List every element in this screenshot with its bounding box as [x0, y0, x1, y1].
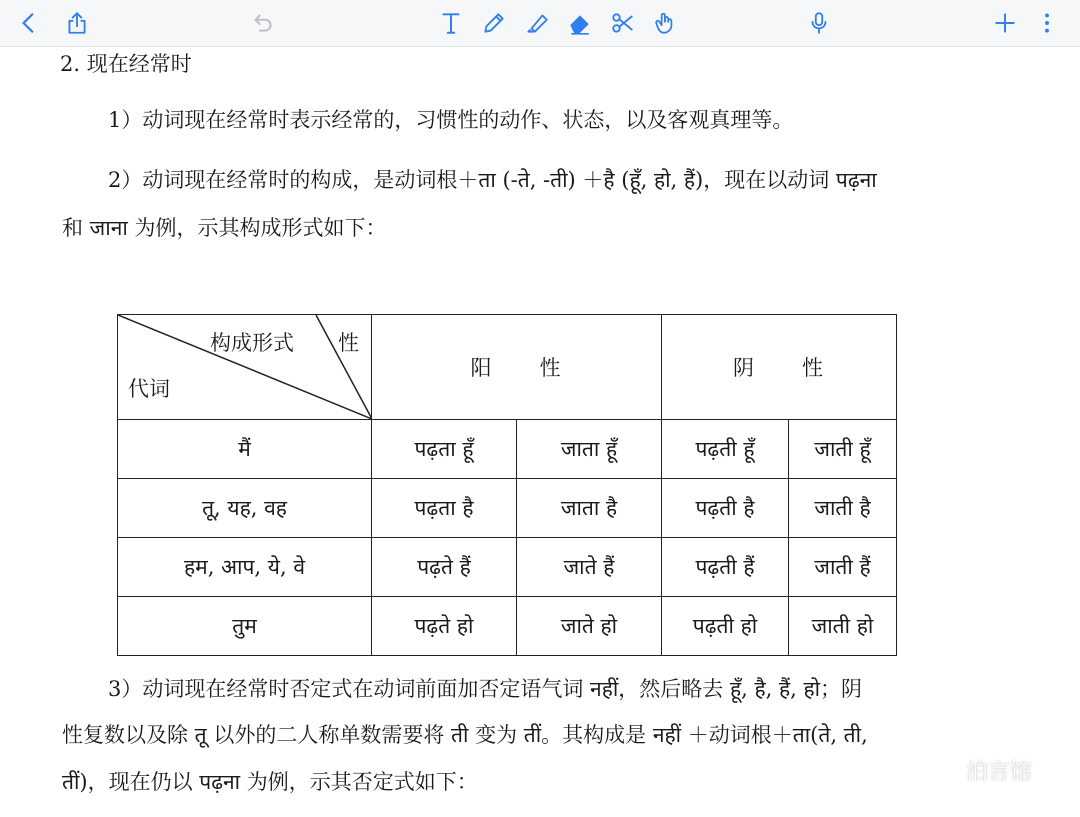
table-cell: पढ़ते हैं — [372, 538, 517, 597]
table-cell: जाते हैं — [517, 538, 662, 597]
share-icon[interactable] — [60, 6, 94, 40]
annotation-toolbar — [0, 0, 1080, 47]
pronoun-cell: मैं — [118, 420, 372, 479]
pronoun-cell: तुम — [118, 597, 372, 656]
table-cell: पढ़ता है — [372, 479, 517, 538]
header-gender-label: 性 — [338, 331, 359, 355]
header-form-label: 构成形式 — [210, 331, 294, 355]
table-cell: पढ़ती हूँ — [662, 420, 789, 479]
more-icon[interactable] — [1030, 6, 1064, 40]
table-header-row — [118, 315, 897, 420]
table-cell: जाती हो — [789, 597, 897, 656]
table-cell: पढ़ती है — [662, 479, 789, 538]
section-title: 2. 现在经常时 — [60, 52, 192, 76]
paragraph-1: 1）动词现在经常时表示经常的，习惯性的动作、状态，以及客观真理等。 — [108, 108, 794, 132]
conjugation-table — [117, 314, 897, 656]
scissors-tool-icon[interactable] — [606, 6, 640, 40]
table-row — [118, 538, 897, 597]
wechat-icon — [918, 755, 958, 785]
header-pronoun-label: 代词 — [128, 377, 170, 401]
paragraph-3-line-3: तीं)，现在仍以 पढ़ना 为例，示其否定式如下： — [62, 770, 478, 794]
table-cell: जाती है — [789, 479, 897, 538]
microphone-icon[interactable] — [802, 6, 836, 40]
hand-tool-icon[interactable] — [649, 6, 683, 40]
pen-tool-icon[interactable] — [477, 6, 511, 40]
watermark-text: 泊言馆 — [966, 759, 1033, 785]
eraser-tool-icon[interactable] — [563, 6, 597, 40]
pronoun-cell: हम, आप, ये, वे — [118, 538, 372, 597]
table-cell: जाता है — [517, 479, 662, 538]
highlighter-tool-icon[interactable] — [520, 6, 554, 40]
header-masculine: 阳 性 — [372, 315, 662, 420]
watermark — [918, 752, 1032, 788]
table-row — [118, 479, 897, 538]
back-icon[interactable] — [12, 6, 46, 40]
undo-icon[interactable] — [246, 6, 280, 40]
add-icon[interactable] — [988, 6, 1022, 40]
text-tool-icon[interactable] — [434, 6, 468, 40]
table-cell: जाती हूँ — [789, 420, 897, 479]
paragraph-2-line-1: 2）动词现在经常时的构成，是动词根＋ता (-ते, -ती) ＋है (हूँ, हो, हैं)，现在以动词 पढ़ना — [108, 168, 877, 192]
table-cell: जाता हूँ — [517, 420, 662, 479]
diagonal-header-cell — [118, 315, 372, 420]
header-feminine: 阴 性 — [662, 315, 897, 420]
pronoun-cell: तू, यह, वह — [118, 479, 372, 538]
table-cell: पढ़ती हैं — [662, 538, 789, 597]
table-cell: पढ़ता हूँ — [372, 420, 517, 479]
table-row — [118, 597, 897, 656]
table-cell: पढ़ती हो — [662, 597, 789, 656]
table-cell: जाती हैं — [789, 538, 897, 597]
table-row — [118, 420, 897, 479]
paragraph-3-line-1: 3）动词现在经常时否定式在动词前面加否定语气词 नहीं，然后略去 हूँ, है, हैं, हो；阴 — [108, 677, 863, 701]
paragraph-2-line-2: 和 जाना 为例，示其构成形式如下： — [62, 216, 387, 240]
table-cell: जाते हो — [517, 597, 662, 656]
paragraph-3-line-2: 性复数以及除 तू 以外的二人称单数需要将 ती 变为 तीं。其构成是 नहीं ＋动词根＋ता(ते, ती, — [62, 723, 868, 747]
document-page — [0, 46, 1080, 817]
table-cell: पढ़ते हो — [372, 597, 517, 656]
